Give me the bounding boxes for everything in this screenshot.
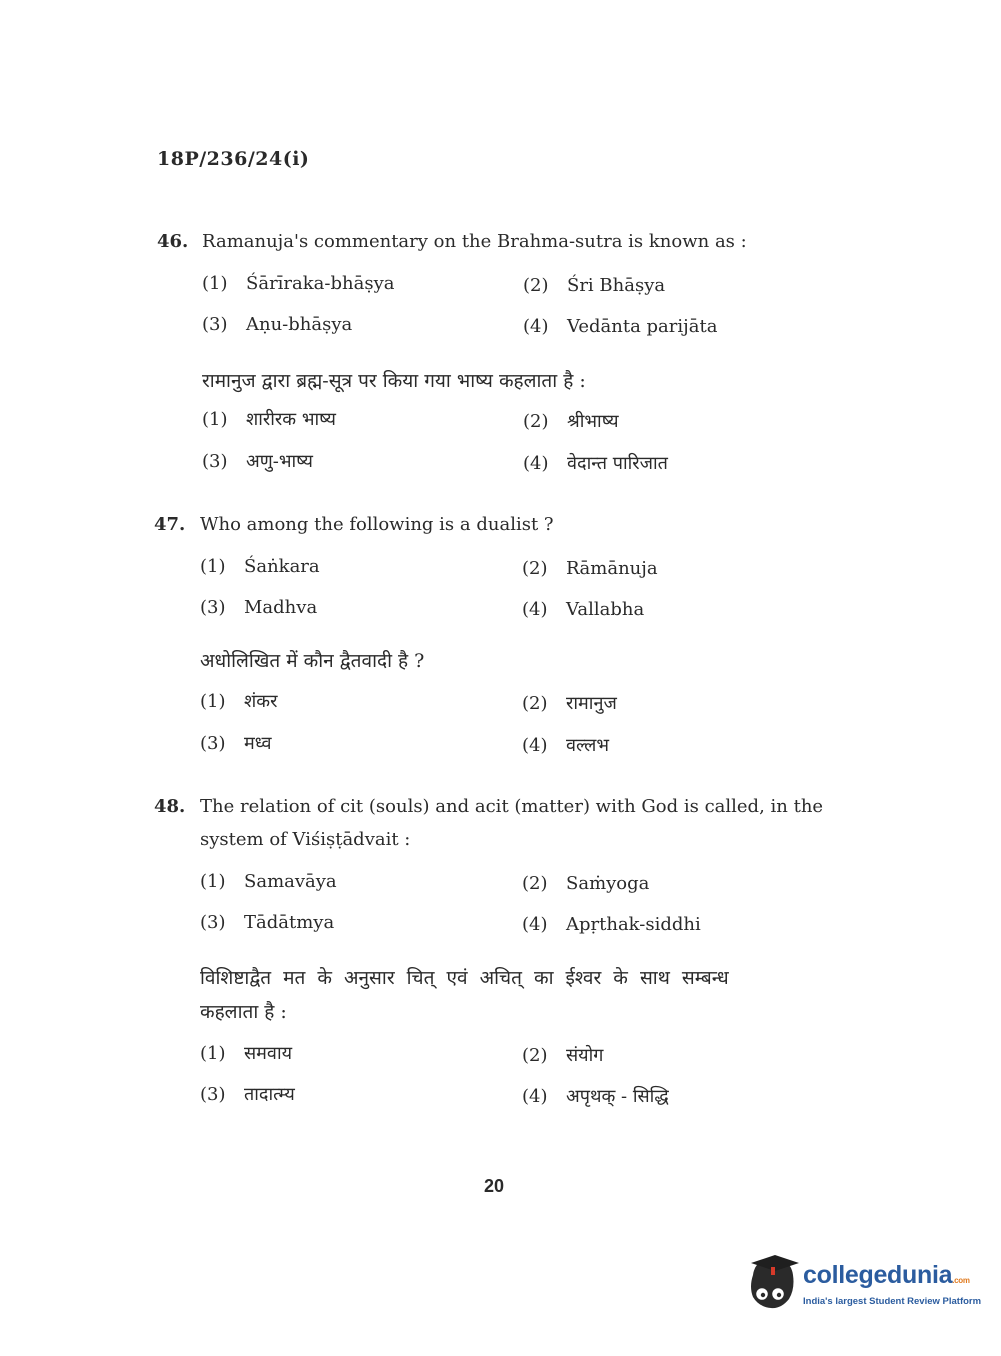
option-num: (1) [202,409,228,430]
option-num: (1) [200,556,226,577]
option-en [522,558,658,579]
option-text: वेदान्त पारिजात [567,453,668,474]
question-text-hi: रामानुज द्वारा ब्रह्म-सूत्र पर किया गया भाष्य कहलाता है : [202,370,586,392]
option-num: (4) [522,914,548,935]
option-en [522,599,644,620]
option-en [200,871,337,892]
option-hi [522,1084,669,1108]
option-num: (3) [202,314,228,335]
option-hi [200,1041,292,1065]
option-en [523,316,717,337]
option-text: Vallabha [566,599,645,620]
option-text: मध्व [244,733,272,754]
option-text: तादात्म्य [244,1084,295,1105]
option-num: (3) [202,451,228,472]
option-text: Aṇu-bhāṣya [246,314,353,335]
option-hi [522,733,609,757]
option-text: संयोग [566,1045,604,1066]
option-en [523,275,665,296]
option-num: (2) [523,411,549,432]
option-num: (1) [200,1043,226,1064]
option-text: अपृथक् - सिद्धि [566,1086,669,1107]
option-hi [523,409,619,433]
option-num: (4) [522,1086,548,1107]
brand-word: collegedunia [803,1261,953,1289]
option-num: (2) [522,693,548,714]
option-text: Śri Bhāṣya [567,275,666,296]
question-number: 47. [154,514,186,535]
question-text-en: Ramanuja's commentary on the Brahma-sutra is known as : [202,231,747,252]
collegedunia-watermark [745,1253,982,1315]
option-text: Śaṅkara [244,556,320,577]
option-num: (1) [200,871,226,892]
page-number: 20 [484,1176,505,1196]
option-text: Apṛthak-siddhi [566,914,701,935]
option-hi [202,449,313,473]
question-text-hi-cont: कहलाता है : [200,1001,287,1023]
option-text: Vedānta parijāta [567,316,718,337]
option-num: (1) [200,691,226,712]
option-en [200,912,334,933]
option-num: (2) [523,275,549,296]
option-en [522,873,649,894]
option-num: (4) [523,316,549,337]
option-hi [522,1043,603,1067]
option-en [200,597,317,618]
option-num: (2) [522,873,548,894]
question-text-en-cont: system of Viśiṣṭādvait : [200,829,411,850]
option-num: (4) [523,453,549,474]
option-text: Śārīraka-bhāṣya [246,273,395,294]
option-text: Madhva [244,597,318,618]
option-num: (4) [522,599,548,620]
option-text: Rāmānuja [566,558,658,579]
question-text-hi: विशिष्टाद्वैत मत के अनुसार चित् एवं अचित् का ईश्वर के साथ सम्बन्ध [200,967,729,989]
paper-code: 18P/236/24(i) [157,148,310,170]
option-hi [200,689,277,713]
option-hi [202,407,336,431]
brand-suffix: .com [952,1276,970,1285]
option-hi [200,731,272,755]
option-text: अणु-भाष्य [246,451,313,472]
brand-tagline: India's largest Student Review Platform [803,1296,982,1307]
option-num: (1) [202,273,228,294]
question-text-en: The relation of cit (souls) and acit (matter) with God is called, in the [200,796,824,817]
option-hi [522,691,617,715]
option-num: (2) [522,1045,548,1066]
option-text: शंकर [244,691,278,712]
option-text: समवाय [244,1043,293,1064]
option-text: वल्लभ [566,735,609,756]
option-text: रामानुज [566,693,617,714]
option-hi [200,1082,295,1106]
question-text-en: Who among the following is a dualist ? [200,514,554,535]
option-num: (2) [522,558,548,579]
option-text: Saṁyoga [566,873,650,894]
option-text: शारीरक भाष्य [246,409,336,430]
option-num: (3) [200,597,226,618]
option-num: (3) [200,912,226,933]
option-text: श्रीभाष्य [567,411,619,432]
question-number: 48. [154,796,186,817]
option-text: Samavāya [244,871,337,892]
mascot-icon [745,1253,799,1313]
option-en [200,556,320,577]
option-en [202,273,394,294]
option-text: Tādātmya [244,912,335,933]
option-num: (3) [200,733,226,754]
question-number: 46. [157,231,189,252]
question-text-hi: अधोलिखित में कौन द्वैतवादी है ? [200,650,425,672]
brand-name [803,1261,970,1290]
option-en [522,914,701,935]
option-en [202,314,352,335]
option-num: (4) [522,735,548,756]
option-hi [523,451,668,475]
option-num: (3) [200,1084,226,1105]
